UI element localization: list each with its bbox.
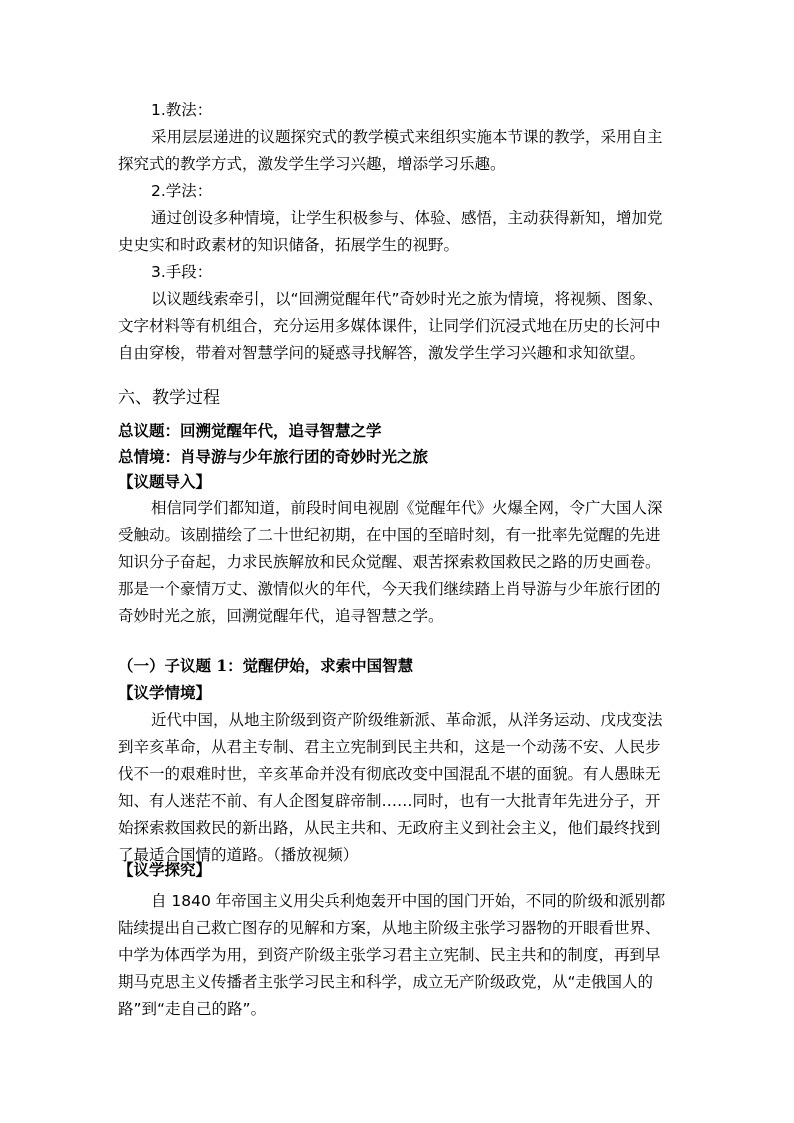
main-situation: 总情境：肖导游与少年旅行团的奇妙时光之旅 [118, 448, 429, 466]
paragraph-line: 相信同学们都知道，前段时间电视剧《觉醒年代》火爆全网，令广大国人深 [151, 499, 663, 517]
paragraph-line: 受触动。该剧描绘了二十世纪初期，在中国的至暗时刻，有一批率先觉醒的先进 [118, 526, 661, 544]
situation-label: 【议学情境】 [118, 684, 212, 702]
paragraph-line: 奇妙时光之旅，回溯觉醒年代，追寻智慧之学。 [118, 607, 444, 625]
paragraph-line: 近代中国，从地主阶级到资产阶级维新派、革命派，从洋务运动、戊戌变法 [151, 711, 663, 729]
paragraph-line: 以议题线索牵引，以“回溯觉醒年代”奇妙时光之旅为情境，将视频、图象、 [151, 290, 664, 308]
learning-method-title: 2.学法： [151, 182, 213, 200]
paragraph-line: 文字材料等有机组合，充分运用多媒体课件，让同学们沉浸式地在历史的长河中 [118, 317, 661, 335]
paragraph-line: 探究式的教学方式，激发学生学习兴趣，增添学习乐趣。 [118, 155, 506, 173]
paragraph-line: 通过创设多种情境，让学生积极参与、体验、感悟，主动获得新知，增加党 [151, 209, 663, 227]
means-title: 3.手段： [151, 263, 213, 281]
paragraph-line: 陆续提出自己救亡图存的见解和方案，从地主阶级主张学习器物的开眼看世界、 [118, 919, 661, 937]
teaching-method-title: 1.教法： [151, 101, 213, 119]
paragraph-line: 知、有人迷茫不前、有人企图复辟帝制……同时，也有一大批青年先进分子，开 [118, 792, 661, 810]
section-heading: 六、教学过程 [118, 388, 220, 408]
sub-topic-heading: （一）子议题 1：觉醒伊始，求索中国智慧 [118, 656, 414, 675]
paragraph-line: 中学为体西学为用，到资产阶级主张学习君主立宪制、民主共和的制度，再到早 [118, 946, 661, 964]
paragraph-line: 采用层层递进的议题探究式的教学模式来组织实施本节课的教学，采用自主 [151, 128, 663, 146]
paragraph-line: 伐不一的艰难时世，辛亥革命并没有彻底改变中国混乱不堪的面貌。有人愚昧无 [118, 765, 661, 783]
paragraph-line: 了最适合国情的道路。（播放视频） [118, 846, 359, 864]
explore-label: 【议学探究】 [118, 861, 212, 879]
main-topic: 总议题：回溯觉醒年代，追寻智慧之学 [118, 422, 382, 440]
paragraph-line: 知识分子奋起，力求民族解放和民众觉醒、艰苦探索救国救民之路的历史画卷。 [118, 553, 661, 571]
paragraph-line: 自由穿梭，带着对智慧学问的疑惑寻找解答，激发学生学习兴趣和求知欲望。 [118, 344, 646, 362]
paragraph-line: 那是一个豪情万丈、激情似火的年代，今天我们继续踏上肖导游与少年旅行团的 [118, 580, 661, 598]
paragraph-line: 始探索救国救民的新出路，从民主共和、无政府主义到社会主义，他们最终找到 [118, 819, 661, 837]
paragraph-line: 史史实和时政素材的知识储备，拓展学生的视野。 [118, 236, 460, 254]
intro-label: 【议题导入】 [118, 473, 212, 491]
paragraph-line: 到辛亥革命，从君主专制、君主立宪制到民主共和，这是一个动荡不安、人民步 [118, 738, 661, 756]
paragraph-line: 路”到“走自己的路”。 [118, 1000, 267, 1018]
paragraph-line: 自 1840 年帝国主义用尖兵利炮轰开中国的国门开始，不同的阶级和派别都 [151, 892, 666, 910]
paragraph-line: 期马克思主义传播者主张学习民主和科学，成立无产阶级政党，从“走俄国人的 [118, 973, 654, 991]
